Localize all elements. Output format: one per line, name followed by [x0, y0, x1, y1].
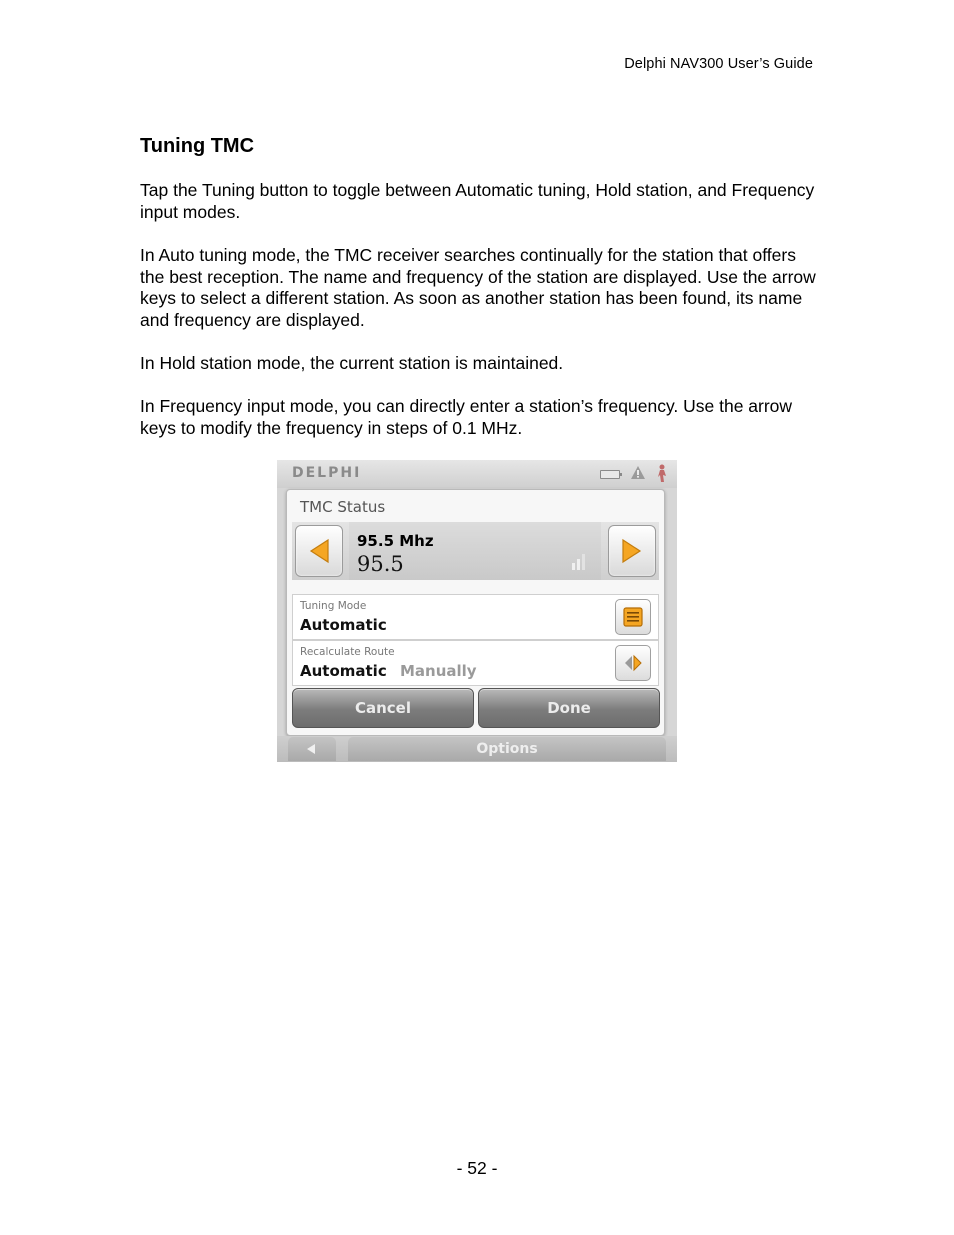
- station-frequency: 95.5: [357, 552, 404, 576]
- gps-icon: [655, 463, 669, 487]
- list-icon: [623, 607, 643, 627]
- paragraph-tuning-toggle: Tap the Tuning button to toggle between Automatic tuning, Hold station, and Frequency input modes.: [140, 180, 815, 222]
- arrow-left-icon: [308, 538, 330, 564]
- back-arrow-icon: [306, 743, 316, 755]
- arrow-right-icon: [621, 538, 643, 564]
- page-number: - 52 -: [456, 1158, 498, 1178]
- battery-icon: [600, 470, 620, 479]
- next-station-button[interactable]: [608, 525, 656, 577]
- done-button[interactable]: Done: [478, 688, 660, 728]
- device-screenshot: [277, 460, 677, 762]
- recalculate-option-manually[interactable]: Manually: [400, 662, 477, 680]
- options-button[interactable]: Options: [348, 737, 666, 761]
- paragraph-auto-tuning: In Auto tuning mode, the TMC receiver searches continually for the station that offers the best reception. The name and frequency of the station are displayed. Use the arrow keys to select a different station. As soon as another station has been found, its name and frequency are displayed.: [140, 245, 816, 331]
- toggle-arrows-icon: [623, 653, 643, 673]
- tuning-mode-label: Tuning Mode: [300, 600, 367, 612]
- station-info: [349, 522, 601, 580]
- tuning-mode-row[interactable]: [292, 594, 659, 640]
- section-title: Tuning TMC: [140, 135, 255, 157]
- dialog-title: TMC Status: [300, 498, 386, 516]
- back-button[interactable]: [288, 737, 336, 761]
- station-strip: [292, 522, 659, 580]
- delphi-logo: DELPHI: [292, 465, 362, 481]
- status-bar: [277, 460, 677, 488]
- tuning-mode-button[interactable]: [615, 599, 651, 635]
- recalculate-toggle-button[interactable]: [615, 645, 651, 681]
- recalculate-route-label: Recalculate Route: [300, 646, 395, 658]
- previous-station-button[interactable]: [295, 525, 343, 577]
- running-header: Delphi NAV300 User’s Guide: [624, 56, 813, 72]
- paragraph-frequency-input: In Frequency input mode, you can directly enter a station’s frequency. Use the arrow keys to modify the frequency in steps of 0.1 MHz.: [140, 396, 793, 438]
- tuning-mode-value: Automatic: [300, 616, 387, 634]
- tmc-status-dialog: [286, 489, 665, 736]
- station-name: 95.5 Mhz: [357, 532, 434, 550]
- warning-icon: [630, 465, 646, 484]
- recalculate-option-automatic[interactable]: Automatic: [300, 662, 387, 680]
- bottom-bar: [277, 736, 677, 762]
- cancel-button[interactable]: Cancel: [292, 688, 474, 728]
- recalculate-route-row[interactable]: [292, 640, 659, 686]
- signal-strength-icon: [571, 550, 587, 570]
- paragraph-hold-station: In Hold station mode, the current station is maintained.: [140, 353, 564, 373]
